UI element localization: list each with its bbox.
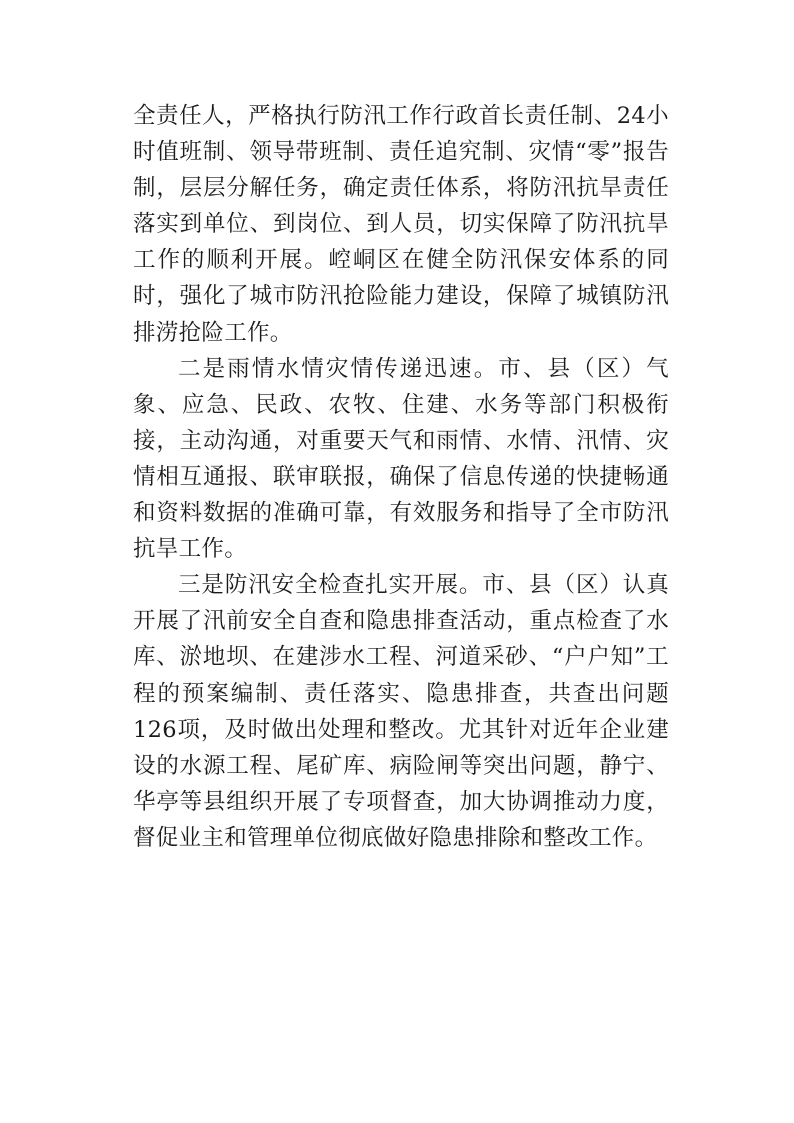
paragraph-continuation: 全责任人，严格执行防汛工作行政首长责任制、24小时值班制、领导带班制、责任追究制、灾情“零”报告制，层层分解任务，确定责任体系，将防汛抗旱责任落实到单位、到岗位、到人员，切实保障了防汛抗旱工作的顺利开展。崆峒区在健全防汛保安体系的同时，强化了城市防汛抢险能力建设，保障了城镇防汛排涝抢险工作。: [133, 103, 669, 346]
paragraph-flood-safety-inspection: 三是防汛安全检查扎实开展。市、县（区）认真开展了汛前安全自查和隐患排查活动，重点检查了水库、淤地坝、在建涉水工程、河道采砂、“户户知”工程的预案编制、责任落实、隐患排查，共查出问题126项，及时做出处理和整改。尤其针对近年企业建设的水源工程、尾矿库、病险闸等突出问题，静宁、华亭等县组织开展了专项督查，加大协调推动力度，督促业主和管理单位彻底做好隐患排除和整改工作。: [133, 572, 669, 851]
document-body: [133, 98, 669, 856]
paragraph-rain-water-info: 二是雨情水情灾情传递迅速。市、县（区）气象、应急、民政、农牧、住建、水务等部门积极衔接，主动沟通，对重要天气和雨情、水情、汛情、灾情相互通报、联审联报，确保了信息传递的快捷畅通和资料数据的准确可靠，有效服务和指导了全市防汛抗旱工作。: [133, 355, 669, 563]
